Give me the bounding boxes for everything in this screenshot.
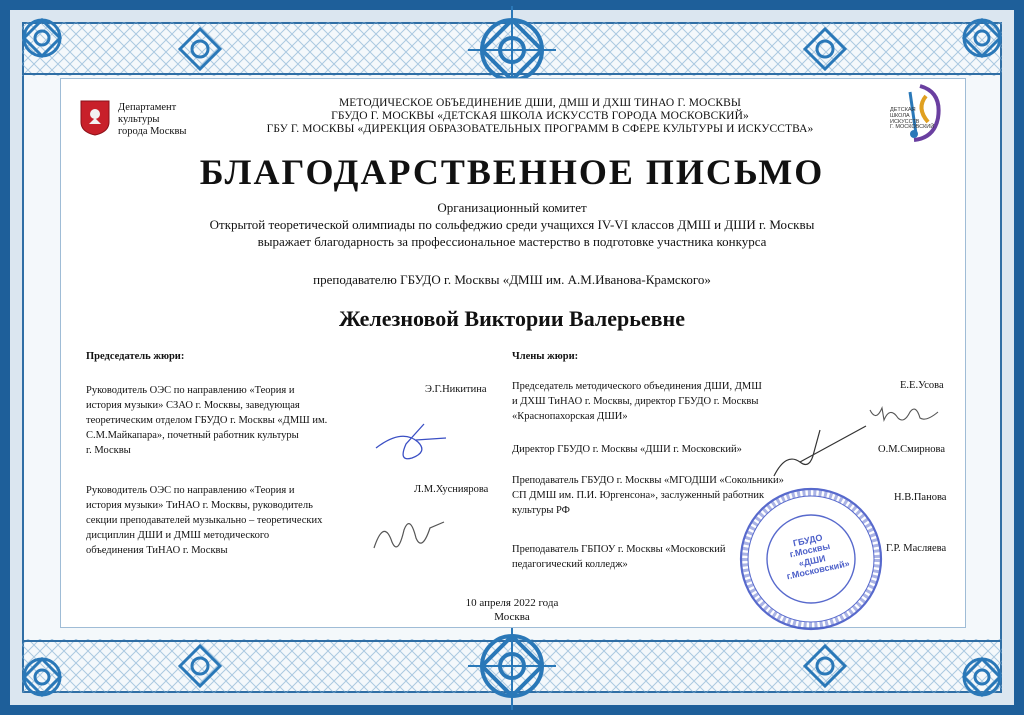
department-line: города Москвы (118, 126, 187, 138)
role-line: теоретическим отделом ГБУДО г. Москвы «ДМШ им. (86, 414, 328, 426)
issue-city: Москва (494, 611, 530, 623)
knot-ornament-icon (175, 26, 225, 72)
jury-member-3-role (512, 380, 846, 425)
handwritten-signature-icon (372, 418, 452, 464)
knot-ornament-icon (175, 643, 225, 689)
handwritten-signature-icon (370, 508, 450, 558)
jury-members-heading: Члены жюри: (512, 351, 579, 362)
header-line: ГБУДО Г. МОСКВЫ «ДЕТСКАЯ ШКОЛА ИСКУССТВ ГОРОДА МОСКОВСКИЙ» (331, 110, 749, 123)
department-line: культуры (118, 114, 160, 126)
role-line: «Краснопахорская ДШИ» (512, 410, 628, 422)
logo-line: ИСКУССТВ (890, 118, 920, 125)
logo-line: ДЕТСКАЯ (890, 107, 916, 113)
jury-member-1-role (86, 384, 364, 459)
header-line: МЕТОДИЧЕСКОЕ ОБЪЕДИНЕНИЕ ДШИ, ДМШ И ДХШ ТИНАО Г. МОСКВЫ (338, 97, 742, 109)
role-line: СП ДМШ им. П.И. Юргенсона», заслуженный работник (512, 489, 765, 501)
role-line: Преподаватель ГБУДО г. Москвы «МГОДШИ «Сокольники» (512, 475, 784, 486)
body-line: выражает благодарность за профессиональное мастерство в подготовке участника конкурса (257, 233, 767, 249)
knot-ornament-icon (800, 26, 850, 72)
jury-member-4-signature-name: О.М.Смирнова (878, 444, 946, 455)
role-line: г. Москвы (86, 444, 131, 456)
role-line: история музыки» ТиНАО г. Москвы, руководитель (86, 499, 313, 511)
corner-knot-icon (14, 649, 70, 705)
jury-member-5-signature-name: Н.В.Панова (894, 492, 947, 503)
moscow-coat-of-arms-icon (80, 100, 110, 136)
center-knot-icon (466, 620, 558, 712)
role-line: Руководитель ОЭС по направлению «Теория и (86, 485, 295, 496)
body-text (140, 200, 884, 251)
issue-date: 10 апреля 2022 года (465, 597, 559, 609)
department-label (118, 102, 186, 138)
role-line: и ДХШ ТиНАО г. Москвы, директор ГБУДО г. Москвы (512, 395, 759, 407)
logo-line: ШКОЛА (890, 112, 910, 119)
organizers-header (230, 97, 850, 137)
role-line: Преподаватель ГБПОУ г. Москвы «Московский (512, 544, 726, 555)
role-line: Руководитель ОЭС по направлению «Теория и (86, 385, 295, 396)
jury-member-4-role: Директор ГБУДО г. Москвы «ДШИ г. Московский» (512, 444, 742, 455)
teacher-affiliation: преподавателю ГБУДО г. Москвы «ДМШ им. А.М.Иванова-Крамского» (313, 272, 711, 287)
recipient-name: Железновой Виктории Валерьевне (339, 306, 685, 331)
logo-line: Г. МОСКОВСКИЙ (890, 124, 935, 131)
jury-member-2-signature-name: Л.М.Хусниярова (414, 484, 489, 495)
jury-member-1-signature-name: Э.Г.Никитина (425, 384, 487, 395)
knot-ornament-icon (800, 643, 850, 689)
handwritten-signature-icon (868, 400, 942, 428)
corner-knot-icon (954, 10, 1010, 66)
role-line: С.М.Майкапара», почетный работник культуры (86, 429, 299, 441)
handwritten-signature-icon (770, 422, 870, 482)
corner-knot-icon (954, 649, 1010, 705)
jury-member-3-signature-name: Е.Е.Усова (900, 380, 944, 391)
role-line: культуры РФ (512, 504, 570, 516)
body-line: Открытой теоретической олимпиады по сольфеджио среди учащихся IV-VI классов ДМШ и ДШИ г. Москвы (209, 216, 815, 232)
jury-chair-heading: Председатель жюри: (86, 351, 185, 362)
body-line: Организационный комитет (437, 200, 587, 215)
stamp-text: ГБУДО г.Москвы «ДШИ г.Московский» (785, 532, 851, 582)
department-line: Департамент (118, 102, 177, 113)
role-line: Председатель методического объединения ДШИ, ДМШ (512, 381, 762, 392)
jury-member-6-signature-name: Г.Р. Масляева (886, 543, 947, 554)
role-line: объединения ТиНАО г. Москвы (86, 544, 228, 556)
header-line: ГБУ Г. МОСКВЫ «ДИРЕКЦИЯ ОБРАЗОВАТЕЛЬНЫХ ПРОГРАММ В СФЕРЕ КУЛЬТУРЫ И ИСКУССТВА» (266, 123, 814, 136)
corner-knot-icon (14, 10, 70, 66)
document-title: БЛАГОДАРСТВЕННОЕ ПИСЬМО (199, 152, 825, 192)
role-line: секции преподавателей музыкально – теоретических (86, 514, 323, 526)
role-line: дисциплин ДШИ и ДМШ методического (86, 529, 270, 541)
role-line: педагогический колледж» (512, 558, 628, 570)
jury-member-2-role (86, 484, 364, 559)
role-line: история музыки» СЗАО г. Москвы, заведующая (86, 399, 300, 411)
jury-member-6-role (512, 543, 725, 573)
school-logo-text (890, 108, 934, 131)
